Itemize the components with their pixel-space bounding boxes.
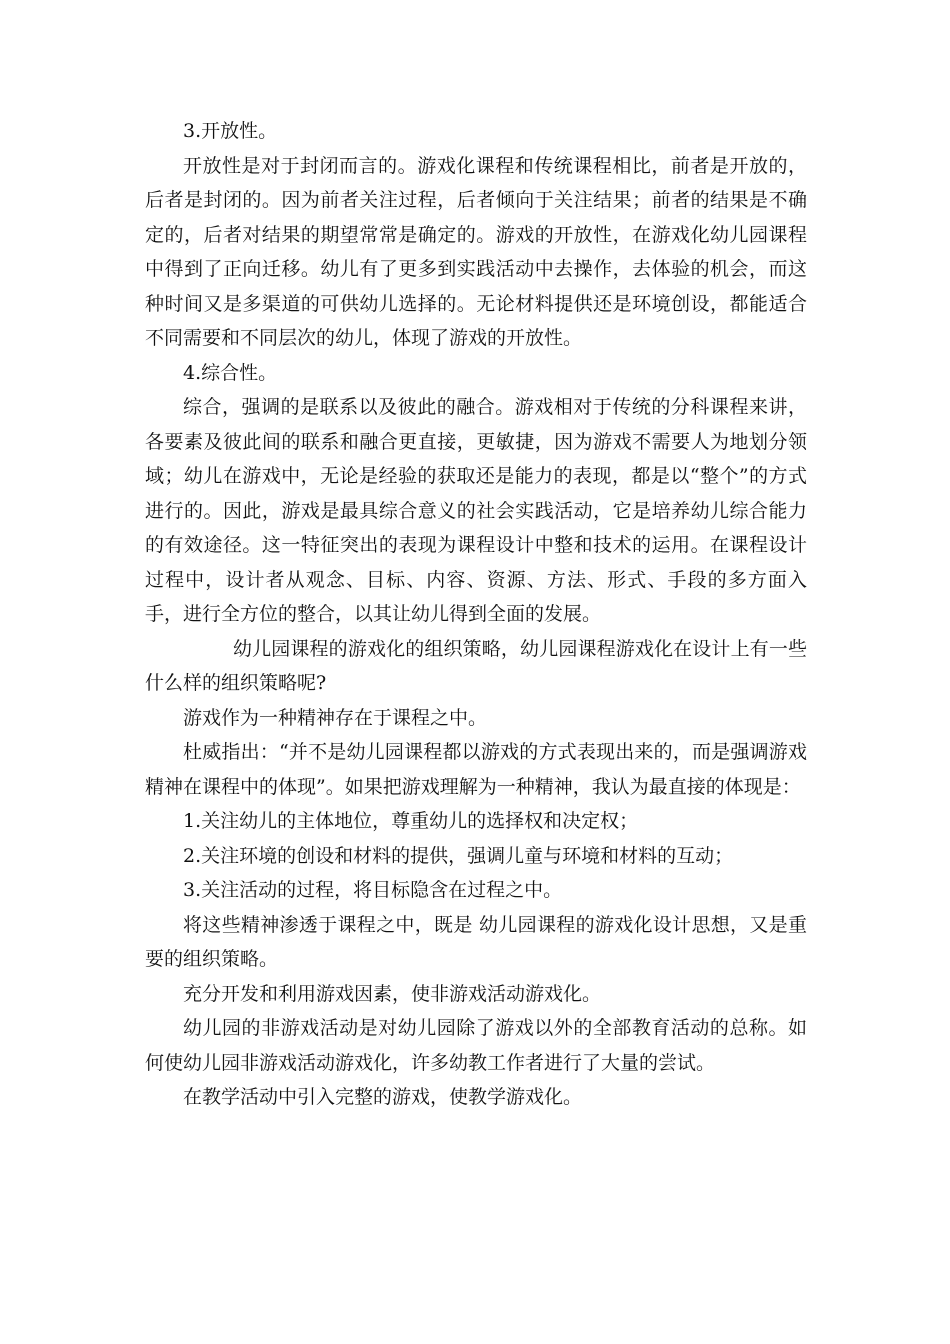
paragraph-game-spirit: 游戏作为一种精神存在于课程之中。 xyxy=(183,706,488,729)
list-item-1: 1.关注幼儿的主体地位，尊重幼儿的选择权和决定权； xyxy=(183,810,639,832)
list-item-2: 2.关注环境的创设和材料的提供，强调儿童与环境和材料的互动； xyxy=(183,844,734,867)
paragraph-spirit-penetration: 将这些精神渗透于课程之中，既是 幼儿园课程的游戏化设计思想，又是重要的组织策略。 xyxy=(145,913,807,970)
paragraph-non-game-activities: 幼儿园的非游戏活动是对幼儿园除了游戏以外的全部教育活动的总称。如何使幼儿园非游戏活动游戏化，许多幼教工作者进行了大量的尝试。 xyxy=(145,1017,807,1074)
paragraph-dewey-quote: 杜威指出：“并不是幼儿园课程都以游戏的方式表现出来的，而是强调游戏精神在课程中的体现”。如果把游戏理解为一种精神，我认为最直接的体现是： xyxy=(145,741,807,798)
heading-comprehensiveness: 4.综合性。 xyxy=(183,361,278,384)
paragraph-openness: 开放性是对于封闭而言的。游戏化课程和传统课程相比，前者是开放的，后者是封闭的。因为前者关注过程，后者倾向于关注结果；前者的结果是不确定的，后者对结果的期望常常是确定的。游戏的开放性，在游戏化幼儿园课程中得到了正向迁移。幼儿有了更多到实践活动中去操作，去体验的机会，而这种时间又是多渠道的可供幼儿选择的。无论材料提供还是环境创设，都能适合不同需要和不同层次的幼儿，体现了游戏的开放性。 xyxy=(145,154,807,349)
paragraph-teaching-game: 在教学活动中引入完整的游戏，使教学游戏化。 xyxy=(183,1086,583,1108)
document-body xyxy=(145,114,807,1115)
paragraph-comprehensiveness: 综合，强调的是联系以及彼此的融合。游戏相对于传统的分科课程来讲，各要素及彼此间的联系和融合更直接，更敏捷，因为游戏不需要人为地划分领域；幼儿在游戏中，无论是经验的获取还是能力的表现，都是以“整个”的方式进行的。因此，游戏是最具综合意义的社会实践活动，它是培养幼儿综合能力的有效途径。这一特征突出的表现为课程设计中整和技术的运用。在课程设计过程中，设计者从观念、目标、内容、资源、方法、形式、手段的多方面入手，进行全方位的整合，以其让幼儿得到全面的发展。 xyxy=(145,396,807,625)
paragraph-organization-strategy: 幼儿园课程的游戏化的组织策略，幼儿园课程游戏化在设计上有一些什么样的组织策略呢? xyxy=(145,637,807,694)
list-item-3: 3.关注活动的过程，将目标隐含在过程之中。 xyxy=(183,879,563,901)
heading-openness: 3.开放性。 xyxy=(183,120,278,142)
paragraph-game-factors: 充分开发和利用游戏因素，使非游戏活动游戏化。 xyxy=(183,982,602,1005)
